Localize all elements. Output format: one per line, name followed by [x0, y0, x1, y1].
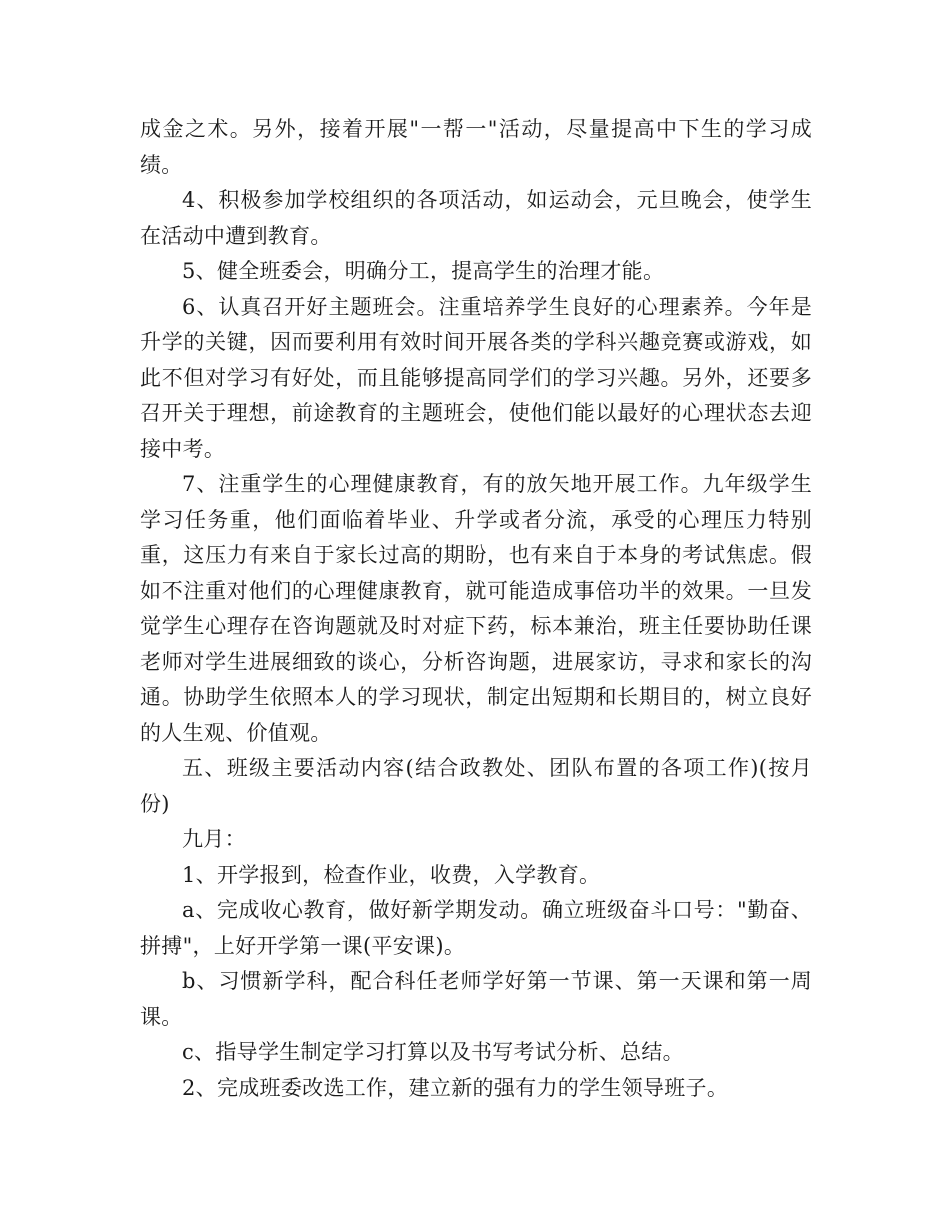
september-item-1a: a、完成收心教育，做好新学期发动。确立班级奋斗口号："勤奋、拼搏"，上好开学第一课(平安课)。: [140, 898, 812, 958]
paragraph-item-7: 7、注重学生的心理健康教育，有的放矢地开展工作。九年级学生学习任务重，他们面临着毕业、升学或者分流，承受的心理压力特别重，这压力有来自于家长过高的期盼，也有来自于本身的考试焦虑。假如不注重对他们的心理健康教育，就可能造成事倍功半的效果。一旦发觉学生心理存在咨询题就及时对症下药，标本兼治，班主任要协助任课老师对学生进展细致的谈心，分析咨询题，进展家访，寻求和家长的沟通。协助学生依照本人的学习现状，制定出短期和长期目的，树立良好的人生观、价值观。: [140, 472, 812, 745]
paragraph-item-5: 5、健全班委会，明确分工，提高学生的治理才能。: [182, 259, 665, 283]
september-item-1: 1、开学报到，检查作业，收费，入学教育。: [182, 862, 601, 887]
section-heading-5: 五、班级主要活动内容(结合政教处、团队布置的各项工作)(按月份): [140, 756, 812, 816]
september-item-1b: b、习惯新学科，配合科任老师学好第一节课、第一天课和第一周课。: [140, 969, 812, 1029]
month-heading-september: 九月：: [182, 827, 246, 851]
paragraph-item-6: 6、认真召开好主题班会。注重培养学生良好的心理素养。今年是升学的关键，因而要利用有效时间开展各类的学科兴趣竞赛或游戏，如此不但对学习有好处，而且能够提高同学们的学习兴趣。另外，还要多召开关于理想，前途教育的主题班会，使他们能以最好的心理状态去迎接中考。: [140, 294, 812, 461]
september-item-2: 2、完成班委改选工作，建立新的强有力的学生领导班子。: [182, 1075, 729, 1100]
september-item-1c: c、指导学生制定学习打算以及书写考试分析、总结。: [182, 1040, 684, 1064]
document-body: [140, 112, 812, 1106]
paragraph-continuation: 成金之术。另外，接着开展"一帮一"活动，尽量提高中下生的学习成绩。: [140, 117, 812, 177]
paragraph-item-4: 4、积极参加学校组织的各项活动，如运动会，元旦晚会，使学生在活动中遭到教育。: [140, 188, 812, 248]
